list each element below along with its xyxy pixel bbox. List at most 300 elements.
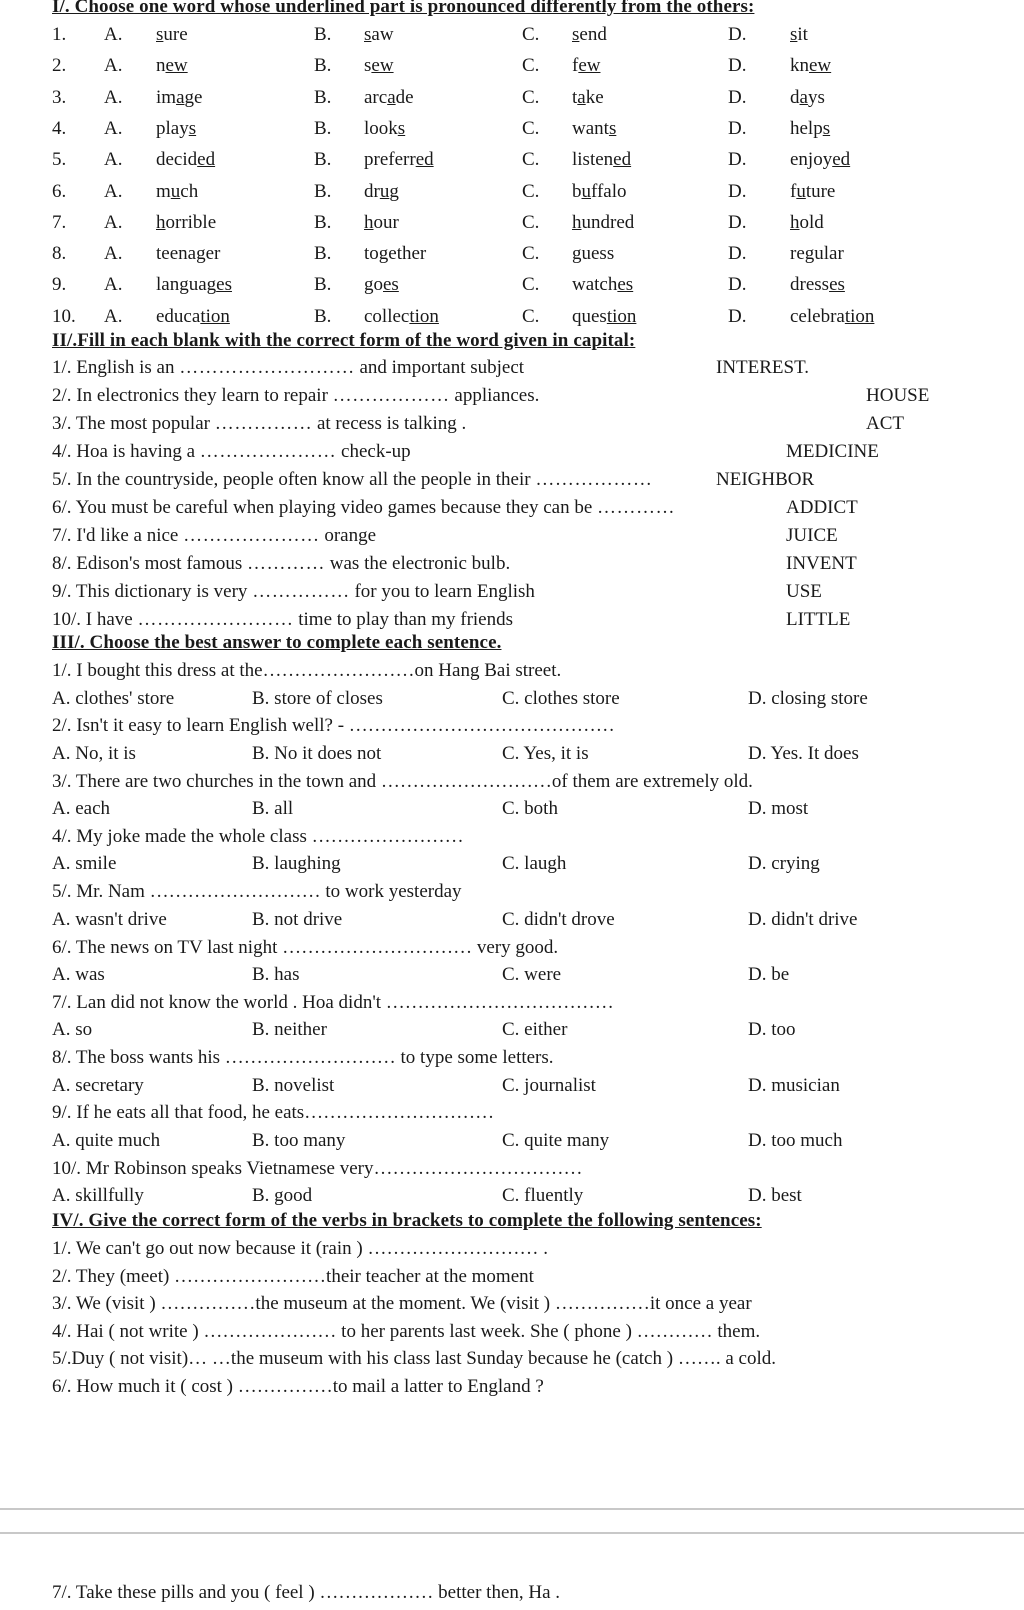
answer-option[interactable]: C. were xyxy=(502,964,562,985)
verb-item xyxy=(0,1376,1024,1404)
mc-options xyxy=(0,743,1024,771)
underlined-part: a xyxy=(387,86,396,108)
answer-option[interactable]: C. didn't drove xyxy=(502,908,615,930)
capital-word: ADDICT xyxy=(786,497,858,518)
word-part: want xyxy=(572,117,609,139)
option-word xyxy=(156,243,220,265)
question-text: 2/. Isn't it easy to learn English well? - …………………………………… xyxy=(52,715,615,737)
verb-item xyxy=(0,1238,1024,1266)
word-part: collec xyxy=(364,305,410,327)
option-letter: C. xyxy=(522,55,540,77)
underlined-part: a xyxy=(176,86,185,108)
option-letter: C. xyxy=(522,305,540,327)
underlined-part: ew xyxy=(371,55,394,77)
question-text: 10/. Mr Robinson speaks Vietnamese very…………………………… xyxy=(52,1157,583,1179)
answer-option[interactable]: D. too xyxy=(748,1019,796,1041)
page-divider xyxy=(0,1508,1024,1510)
option-letter: D. xyxy=(728,305,747,327)
answer-option[interactable]: A. wasn't drive xyxy=(52,908,167,930)
item-sentence: 4/. Hai ( not write ) ………………… to her parents last week. She ( phone ) ………… them. xyxy=(52,1320,761,1342)
underlined-part: g xyxy=(572,243,582,265)
page-divider xyxy=(0,1532,1024,1534)
option-word xyxy=(790,181,835,203)
underlined-part: s xyxy=(188,117,197,139)
option-word xyxy=(572,149,631,171)
answer-blank[interactable]: ………………… xyxy=(199,441,337,462)
question-text: 6/. The news on TV last night ………………………… very good. xyxy=(52,936,559,958)
answer-option[interactable]: C. laugh xyxy=(502,853,567,875)
underlined-part: s xyxy=(790,24,798,45)
section-1-row xyxy=(0,243,1024,273)
option-word xyxy=(156,118,196,140)
item-sentence xyxy=(52,469,652,491)
capital-word: NEIGHBOR xyxy=(716,469,815,490)
underlined-part: h xyxy=(790,211,800,233)
option-letter: A. xyxy=(104,305,123,327)
section-1-row xyxy=(0,212,1024,242)
question-text: 1/. I bought this dress at the……………………on Hang Bai street. xyxy=(52,660,562,681)
option-letter: B. xyxy=(314,180,332,202)
word-part: uess xyxy=(581,243,615,265)
mc-options xyxy=(0,688,1024,716)
answer-option[interactable]: D. didn't drive xyxy=(748,908,858,930)
mc-options xyxy=(0,1019,1024,1047)
option-word xyxy=(156,181,198,203)
option-word xyxy=(572,274,633,296)
answer-option[interactable]: D. too much xyxy=(748,1129,843,1151)
fill-blank-item xyxy=(0,497,1024,525)
mc-question xyxy=(0,1047,1024,1075)
mc-options xyxy=(0,964,1024,992)
question-text: 9/. If he eats all that food, he eats………………………… xyxy=(52,1102,495,1124)
option-letter: B. xyxy=(314,117,332,139)
option-letter: C. xyxy=(522,180,540,202)
option-word xyxy=(156,212,216,234)
capital-word: INVENT xyxy=(786,553,857,574)
word-part: watch xyxy=(572,274,618,296)
option-letter: B. xyxy=(314,211,332,233)
section-1-title: I/. Choose one word whose underlined part is pronounced differently from the others: xyxy=(52,0,755,17)
underlined-part: ed xyxy=(613,149,632,171)
sentence-start: 10/. I have xyxy=(52,609,133,630)
mc-question xyxy=(0,715,1024,743)
item-sentence xyxy=(52,553,510,575)
fill-blank-item xyxy=(0,525,1024,553)
option-letter: A. xyxy=(104,243,123,265)
sentence-end: and important subject xyxy=(359,357,525,378)
option-word xyxy=(790,274,845,296)
answer-option[interactable]: C. fluently xyxy=(502,1185,584,1207)
fill-blank-item xyxy=(0,441,1024,469)
section-1-row xyxy=(0,181,1024,211)
answer-option[interactable]: C. quite many xyxy=(502,1129,610,1151)
option-letter: D. xyxy=(728,24,747,45)
word-part: s xyxy=(364,55,372,77)
underlined-part: tion xyxy=(200,305,230,327)
answer-option[interactable]: B. not drive xyxy=(252,908,343,930)
question-number: 8. xyxy=(52,243,67,265)
word-part: look xyxy=(364,117,398,139)
option-word xyxy=(364,212,399,234)
fill-blank-item xyxy=(0,357,1024,385)
option-letter: B. xyxy=(314,274,332,296)
item-sentence xyxy=(52,609,513,631)
section-4-item-7: 7/. Take these pills and you ( feel ) ……………… better then, Ha . xyxy=(52,1582,561,1603)
answer-blank[interactable]: ………… xyxy=(247,553,326,574)
option-letter: B. xyxy=(314,243,332,265)
section-1-row xyxy=(0,24,1024,54)
sentence-end: time to play than my friends xyxy=(298,609,513,630)
question-text: 4/. My joke made the whole class …………………… xyxy=(52,825,464,847)
fill-blank-item xyxy=(0,413,1024,441)
option-letter: B. xyxy=(314,86,332,108)
word-part: ch xyxy=(180,180,199,202)
answer-option[interactable]: A. clothes' store xyxy=(52,687,175,709)
question-number: 6. xyxy=(52,180,67,202)
answer-option[interactable]: D. musician xyxy=(748,1074,840,1096)
word-part: ure xyxy=(163,24,188,45)
answer-option[interactable]: B. No it does not xyxy=(252,742,382,764)
question-number: 7. xyxy=(52,211,67,233)
answer-option[interactable]: C. journalist xyxy=(502,1074,596,1096)
option-word xyxy=(790,212,824,234)
fill-blank-item xyxy=(0,469,1024,497)
answer-option[interactable]: B. good xyxy=(252,1185,313,1207)
underlined-part: u xyxy=(581,180,591,202)
answer-option[interactable]: B. too many xyxy=(252,1129,346,1151)
answer-option[interactable]: D. be xyxy=(748,964,790,985)
underlined-part: g xyxy=(804,243,815,265)
question-number: 4. xyxy=(52,117,67,139)
word-part: ys xyxy=(807,86,825,108)
word-part: ques xyxy=(572,305,607,327)
answer-option[interactable]: C. clothes store xyxy=(502,687,620,709)
answer-option[interactable]: A. each xyxy=(52,798,111,820)
answer-option[interactable]: D. Yes. It does xyxy=(748,742,859,764)
word-part: orrible xyxy=(165,211,217,233)
item-sentence: 1/. We can't go out now because it (rain ) ……………………… . xyxy=(52,1238,548,1259)
option-letter: A. xyxy=(104,117,123,139)
sentence-end: appliances. xyxy=(454,385,540,406)
answer-option[interactable]: A. No, it is xyxy=(52,742,136,764)
question-text: 3/. There are two churches in the town and ………………………of them are extremely old. xyxy=(52,770,753,792)
sentence-start: 3/. The most popular xyxy=(52,413,210,434)
word-part: de xyxy=(395,86,414,108)
underlined-part: tion xyxy=(844,305,875,327)
option-letter: D. xyxy=(728,274,747,296)
option-word xyxy=(156,274,232,296)
word-part: languag xyxy=(156,274,217,296)
item-sentence xyxy=(52,413,466,435)
word-part: dress xyxy=(790,274,830,296)
verb-item xyxy=(0,1293,1024,1321)
underlined-part: ed xyxy=(197,149,216,171)
section-4-title: IV/. Give the correct form of the verbs in brackets to complete the following sentences: xyxy=(52,1210,762,1231)
item-sentence: 5/.Duy ( not visit)… …the museum with his class last Sunday because he (catch ) ……. a cold. xyxy=(52,1348,776,1370)
option-word xyxy=(572,181,627,203)
underlined-part: u xyxy=(379,180,390,202)
sentence-start: 1/. English is an xyxy=(52,357,175,378)
item-sentence xyxy=(52,497,675,519)
option-word xyxy=(156,149,215,171)
word-part: ge xyxy=(184,86,203,108)
word-part: t xyxy=(572,86,578,108)
word-part: er xyxy=(205,243,221,265)
option-letter: A. xyxy=(104,149,123,171)
answer-blank[interactable]: ………………… xyxy=(183,525,320,546)
underlined-part: tion xyxy=(409,305,439,327)
word-part: educa xyxy=(156,305,201,327)
answer-option[interactable]: A. so xyxy=(52,1019,93,1041)
option-letter: A. xyxy=(104,274,123,296)
verb-item xyxy=(0,1321,1024,1349)
answer-option[interactable]: B. novelist xyxy=(252,1074,335,1096)
answer-option[interactable]: D. crying xyxy=(748,853,820,875)
word-part: undred xyxy=(581,211,635,233)
word-part: m xyxy=(156,180,171,202)
word-part: preferr xyxy=(364,149,416,171)
underlined-part: h xyxy=(364,211,374,233)
word-part: help xyxy=(790,117,823,139)
underlined-part: a xyxy=(799,86,808,108)
verb-item xyxy=(0,1348,1024,1376)
answer-option[interactable]: C. both xyxy=(502,798,558,820)
underlined-part: h xyxy=(572,211,582,233)
option-letter: C. xyxy=(522,24,540,45)
answer-option[interactable]: B. neither xyxy=(252,1019,327,1041)
capital-word: ACT xyxy=(866,413,904,434)
option-letter: A. xyxy=(104,86,123,108)
option-letter: A. xyxy=(104,24,123,45)
answer-option[interactable]: A. smile xyxy=(52,853,117,875)
option-word xyxy=(790,55,831,77)
answer-option[interactable]: B. all xyxy=(252,798,294,820)
mc-question xyxy=(0,1158,1024,1186)
capital-word: MEDICINE xyxy=(786,441,879,462)
word-part: our xyxy=(373,211,399,233)
option-letter: D. xyxy=(728,243,747,265)
option-letter: D. xyxy=(728,86,747,108)
option-letter: B. xyxy=(314,24,332,45)
option-word xyxy=(790,118,830,140)
word-part: go xyxy=(364,274,383,296)
option-word xyxy=(790,306,874,328)
sentence-start: 4/. Hoa is having a xyxy=(52,441,196,462)
underlined-part: s xyxy=(397,117,406,139)
underlined-part: s xyxy=(156,24,164,45)
option-word xyxy=(572,55,600,77)
underlined-part: u xyxy=(796,180,806,202)
word-part: f xyxy=(572,55,579,77)
option-letter: C. xyxy=(522,274,540,296)
answer-option[interactable]: B. store of closes xyxy=(252,687,383,709)
section-1-row xyxy=(0,149,1024,179)
question-number: 3. xyxy=(52,86,67,108)
option-word xyxy=(364,118,405,140)
word-part: re xyxy=(790,243,805,265)
option-letter: C. xyxy=(522,86,540,108)
section-1-row xyxy=(0,87,1024,117)
answer-option[interactable]: B. has xyxy=(252,964,300,985)
capital-word: INTEREST. xyxy=(716,357,810,378)
answer-option[interactable]: C. Yes, it is xyxy=(502,742,589,764)
option-word xyxy=(364,87,414,109)
item-sentence xyxy=(52,385,539,407)
option-word xyxy=(572,243,614,265)
option-letter: D. xyxy=(728,55,747,77)
option-word xyxy=(364,55,394,77)
word-part: play xyxy=(156,117,189,139)
underlined-part: ew xyxy=(165,55,188,77)
word-part: dr xyxy=(364,180,380,202)
word-part: d xyxy=(790,86,800,108)
option-word xyxy=(364,274,399,296)
question-text: 8/. The boss wants his ……………………… to type some letters. xyxy=(52,1047,554,1069)
option-word xyxy=(790,24,808,46)
answer-blank[interactable]: …………… xyxy=(214,413,313,434)
item-sentence xyxy=(52,441,411,463)
word-part: g xyxy=(389,180,399,202)
underlined-part: a xyxy=(577,86,586,108)
capital-word: USE xyxy=(786,581,822,602)
underlined-part: ew xyxy=(578,55,601,77)
word-part: f xyxy=(790,180,797,202)
option-letter: B. xyxy=(314,149,332,171)
answer-option[interactable]: A. quite much xyxy=(52,1129,161,1151)
question-number: 2. xyxy=(52,55,67,77)
option-word xyxy=(790,87,825,109)
answer-blank[interactable]: ……………… xyxy=(332,385,450,406)
sentence-start: 6/. You must be careful when playing video games because they can be xyxy=(52,497,593,518)
option-letter: A. xyxy=(104,55,123,77)
item-sentence: 2/. They (meet) ……………………their teacher at the moment xyxy=(52,1265,534,1287)
answer-option[interactable]: A. skillfully xyxy=(52,1185,144,1207)
underlined-part: s xyxy=(364,24,372,45)
answer-blank[interactable]: …………… xyxy=(252,581,350,602)
answer-option[interactable]: C. either xyxy=(502,1019,568,1041)
section-1-row xyxy=(0,55,1024,85)
sentence-end: was the electronic bulb. xyxy=(329,553,511,574)
answer-blank[interactable]: ………… xyxy=(597,497,676,518)
mc-options xyxy=(0,909,1024,937)
answer-option[interactable]: D. closing store xyxy=(748,687,868,709)
mc-question xyxy=(0,826,1024,854)
underlined-part: s xyxy=(608,117,617,139)
option-word xyxy=(364,306,439,328)
word-part: ular xyxy=(814,243,844,265)
word-part: ether xyxy=(388,243,427,265)
option-letter: C. xyxy=(522,243,540,265)
option-word xyxy=(790,149,850,171)
word-part: decid xyxy=(156,149,198,171)
option-word xyxy=(364,24,394,46)
section-3-title: III/. Choose the best answer to complete each sentence. xyxy=(52,632,502,653)
option-word xyxy=(572,118,616,140)
mc-options xyxy=(0,853,1024,881)
underlined-part: es xyxy=(383,274,399,296)
option-letter: A. xyxy=(104,180,123,202)
underlined-part: es xyxy=(829,274,845,296)
item-sentence xyxy=(52,357,524,379)
answer-option[interactable]: A. secretary xyxy=(52,1074,144,1096)
word-part: ture xyxy=(805,180,836,202)
fill-blank-item xyxy=(0,385,1024,413)
option-word xyxy=(364,149,434,171)
item-sentence: 3/. We (visit ) ……………the museum at the moment. We (visit ) ……………it once a year xyxy=(52,1293,752,1315)
mc-options xyxy=(0,1130,1024,1158)
capital-word: HOUSE xyxy=(866,385,930,406)
fill-blank-item xyxy=(0,581,1024,609)
fill-blank-item xyxy=(0,553,1024,581)
word-part: ffalo xyxy=(591,180,627,202)
question-number: 5. xyxy=(52,149,67,171)
word-part: enjoy xyxy=(790,149,833,171)
option-word xyxy=(572,306,636,328)
capital-word: LITTLE xyxy=(786,609,851,630)
underlined-part: ed xyxy=(415,149,434,171)
underlined-part: s xyxy=(572,24,580,45)
word-part: celebra xyxy=(790,305,845,327)
option-word xyxy=(156,24,188,46)
sentence-end: orange xyxy=(324,525,377,546)
option-letter: C. xyxy=(522,149,540,171)
sentence-start: 7/. I'd like a nice xyxy=(52,525,179,546)
option-word xyxy=(572,87,604,109)
answer-blank[interactable]: ……………… xyxy=(535,469,653,490)
word-part: ke xyxy=(585,86,604,108)
underlined-part: es xyxy=(617,274,634,296)
answer-option[interactable]: A. was xyxy=(52,964,105,985)
word-part: b xyxy=(572,180,582,202)
answer-option[interactable]: D. best xyxy=(748,1185,802,1207)
mc-question xyxy=(0,771,1024,799)
underlined-part: g xyxy=(378,243,389,265)
answer-option[interactable]: D. most xyxy=(748,798,809,820)
sentence-end: at recess is talking . xyxy=(316,413,467,434)
word-part: to xyxy=(364,243,379,265)
item-sentence xyxy=(52,525,376,547)
answer-blank[interactable]: …………………… xyxy=(137,609,294,630)
option-letter: C. xyxy=(522,211,540,233)
mc-question xyxy=(0,1102,1024,1130)
word-part: old xyxy=(799,211,824,233)
word-part: im xyxy=(156,86,177,108)
option-word xyxy=(156,306,230,328)
word-part: teena xyxy=(156,243,197,265)
section-2-title: II/.Fill in each blank with the correct form of the word given in capital: xyxy=(52,330,636,351)
sentence-start: 8/. Edison's most famous xyxy=(52,553,243,574)
option-word xyxy=(790,243,844,265)
item-sentence xyxy=(52,581,535,603)
option-letter: A. xyxy=(104,211,123,233)
option-letter: B. xyxy=(314,305,332,327)
answer-option[interactable]: B. laughing xyxy=(252,853,341,875)
item-sentence: 6/. How much it ( cost ) ……………to mail a latter to England ? xyxy=(52,1376,544,1397)
sentence-start: 2/. In electronics they learn to repair xyxy=(52,385,328,406)
answer-blank[interactable]: ……………………… xyxy=(179,357,355,378)
underlined-part: ed xyxy=(832,149,851,171)
option-word xyxy=(572,24,607,46)
mc-options xyxy=(0,798,1024,826)
word-part: kn xyxy=(790,55,809,77)
question-number: 10. xyxy=(52,305,76,327)
underlined-part: tion xyxy=(606,305,637,327)
underlined-part: s xyxy=(822,117,831,139)
option-letter: D. xyxy=(728,149,747,171)
mc-question xyxy=(0,937,1024,965)
section-1-row xyxy=(0,118,1024,148)
option-letter: B. xyxy=(314,55,332,77)
